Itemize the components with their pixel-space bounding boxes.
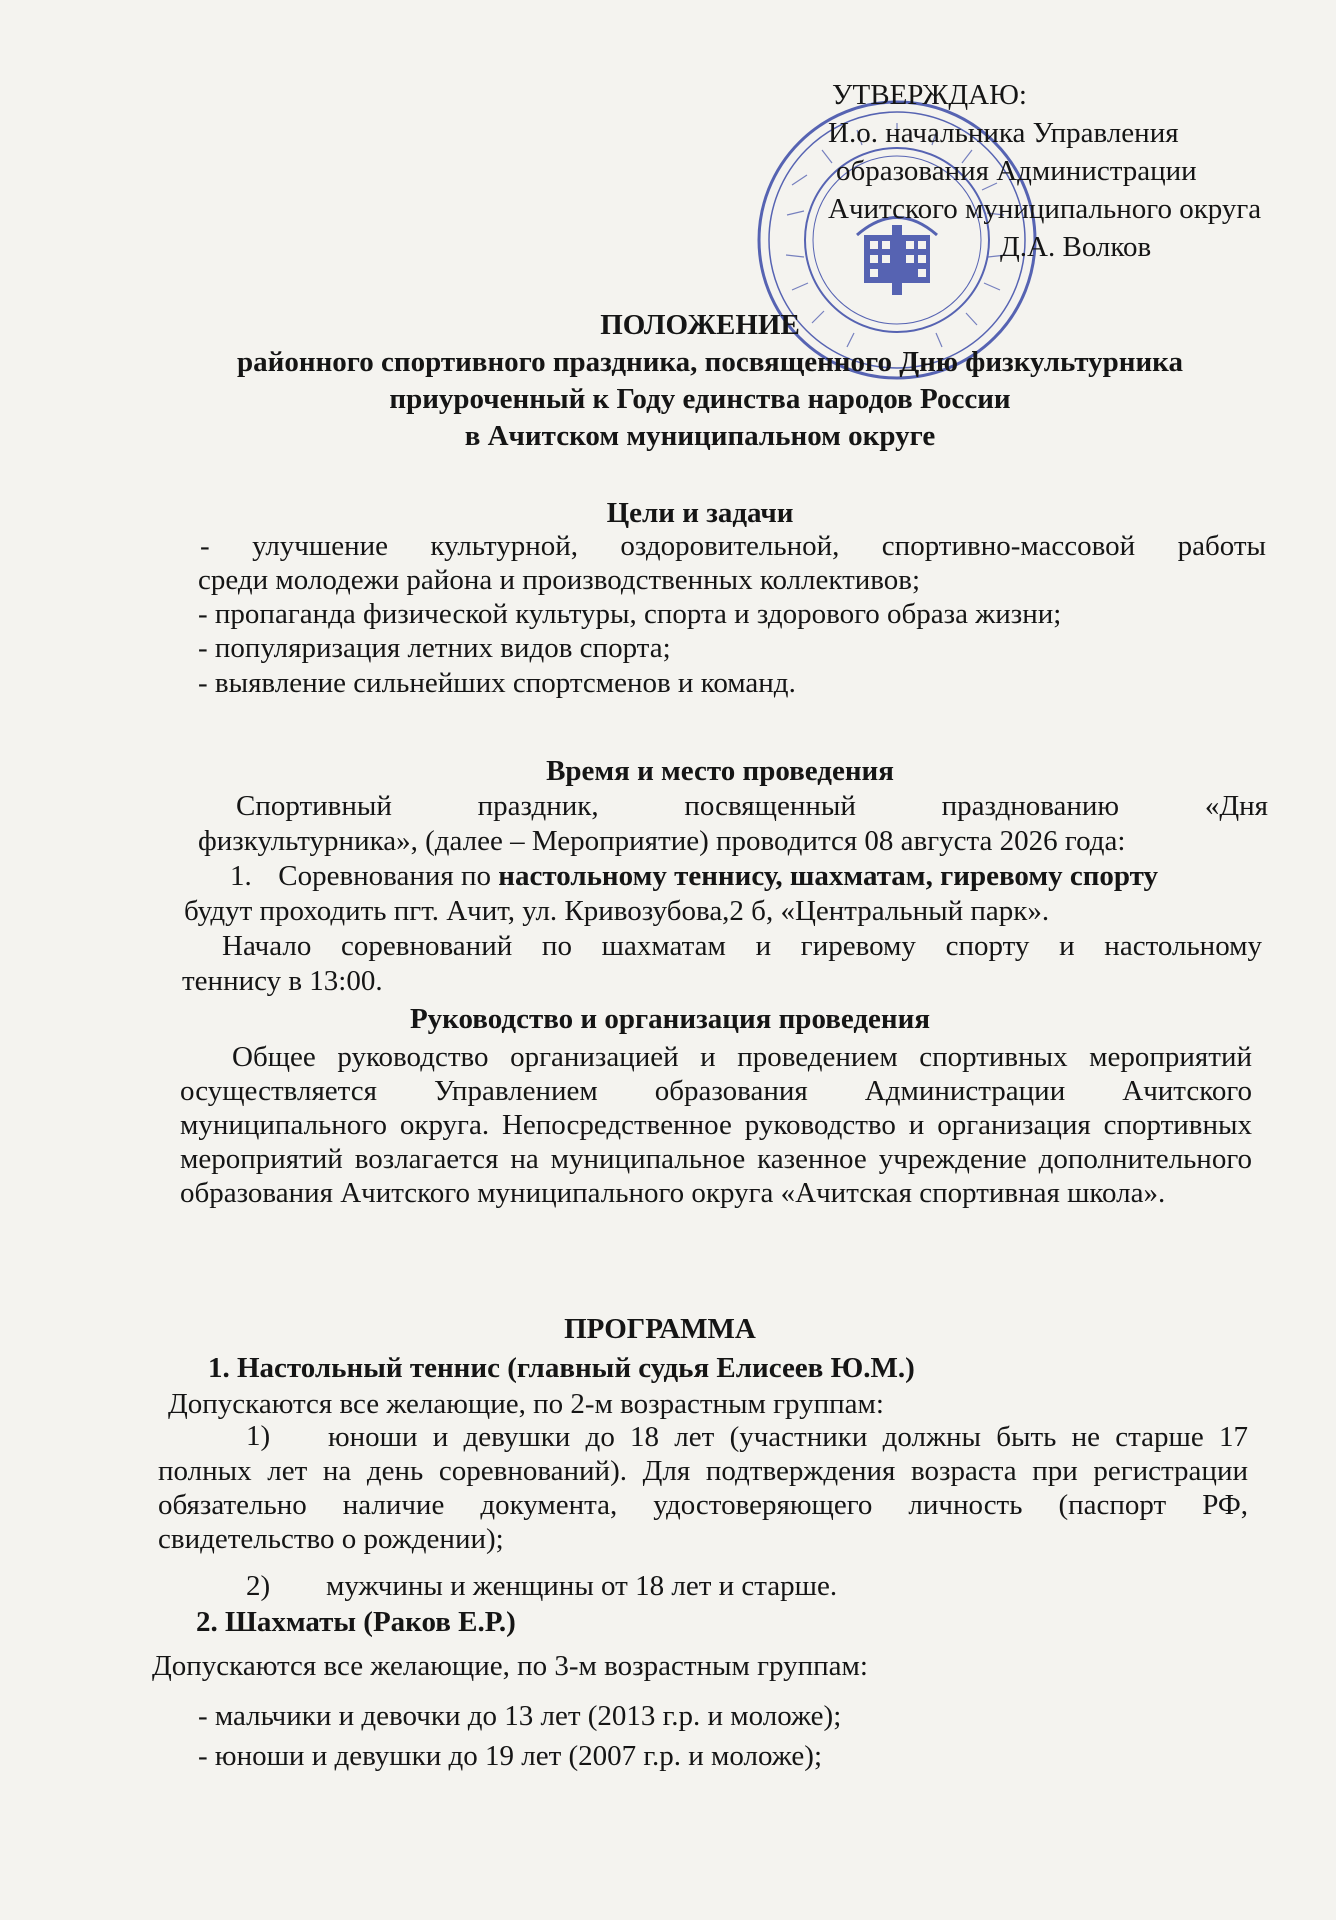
- time-place-p1-line2: физкультурника», (далее – Мероприятие) проводится 08 августа 2026 года:: [198, 825, 1126, 857]
- time-place-p1-line1: Спортивный праздник, посвященный празднованию «Дня: [236, 790, 1268, 822]
- goal-item-1-line2: среди молодежи района и производственных коллективов;: [198, 564, 921, 596]
- program-section-1-title: 1. Настольный теннис (главный судья Елисеев Ю.М.): [208, 1352, 915, 1384]
- time-place-heading: Время и место проведения: [546, 755, 894, 787]
- management-text: Общее руководство организацией и проведением спортивных мероприятий осуществляется Управлением образования Администрации Ачитского муниципального округа. Непосредственное руководство и организация спортивных мероприятий возлагается на муниципальное казенное учреждение дополнительного образования Ачитского муниципального округа «Ачитская спортивная школа».: [180, 1041, 1252, 1209]
- program-section-2-title: 2. Шахматы (Раков Е.Р.): [196, 1606, 516, 1638]
- approval-position-line3: Ачитского муниципального округа: [828, 193, 1262, 225]
- section-2-item-2: - юноши и девушки до 19 лет (2007 г.р. и моложе);: [198, 1740, 823, 1772]
- item-bold-text: настольному теннису, шахматам, гиревому спорту: [498, 860, 1159, 892]
- title-line1: районного спортивного праздника, посвященного Дню физкультурника: [237, 346, 1183, 378]
- management-heading: Руководство и организация проведения: [409, 1003, 931, 1035]
- title-line3: в Ачитском муниципальном округе: [464, 420, 936, 452]
- approval-block: [828, 76, 1261, 266]
- approval-signature: Д.А. Волков: [1000, 231, 1152, 263]
- section-1-item-1-text: юноши и девушки до 18 лет (участники должны быть не старше 17 полных лет на день соревнований). Для подтверждения возраста при регистрации обязательно наличие документа, удостоверяющего личность (паспорт РФ, свидетельство о рождении);: [158, 1421, 1248, 1555]
- item-number: 1.: [230, 860, 252, 892]
- program-heading: ПРОГРАММА: [564, 1313, 756, 1345]
- time-place-p3-line2: теннису в 13:00.: [182, 965, 383, 997]
- program-section-1-intro: Допускаются все желающие, по 2-м возрастным группам:: [168, 1388, 884, 1420]
- goal-item-3: - популяризация летних видов спорта;: [198, 632, 671, 664]
- time-place-p3-line1: Начало соревнований по шахматам и гиревому спорту и настольному: [222, 930, 1262, 962]
- goal-item-4: - выявление сильнейших спортсменов и команд.: [198, 667, 796, 699]
- time-place-item-1: [230, 860, 1158, 893]
- section-1-item-2-number: 2): [246, 1570, 271, 1602]
- document-title: ПОЛОЖЕНИЕ: [600, 309, 800, 341]
- approval-position-line2: образования Администрации: [836, 155, 1197, 187]
- goal-item-2: - пропаганда физической культуры, спорта и здорового образа жизни;: [198, 598, 1062, 630]
- goals-heading: Цели и задачи: [606, 497, 794, 529]
- program-section-2-intro: Допускаются все желающие, по 3-м возрастным группам:: [152, 1650, 868, 1682]
- title-line2: приуроченный к Году единства народов России: [389, 383, 1011, 415]
- goal-item-1-line1: - улучшение культурной, оздоровительной, спортивно-массовой работы: [200, 530, 1266, 562]
- section-2-item-1: - мальчики и девочки до 13 лет (2013 г.р. и моложе);: [198, 1700, 842, 1732]
- section-1-item-1-number: 1): [246, 1420, 271, 1452]
- section-1-item-2-text: мужчины и женщины от 18 лет и старше.: [326, 1570, 838, 1602]
- approval-title: УТВЕРЖДАЮ:: [832, 79, 1027, 111]
- time-place-item-1-line2: будут проходить пгт. Ачит, ул. Кривозубова,2 б, «Центральный парк».: [184, 895, 1050, 927]
- item-text: Соревнования по: [278, 860, 492, 892]
- approval-position-line1: И.о. начальника Управления: [828, 117, 1179, 149]
